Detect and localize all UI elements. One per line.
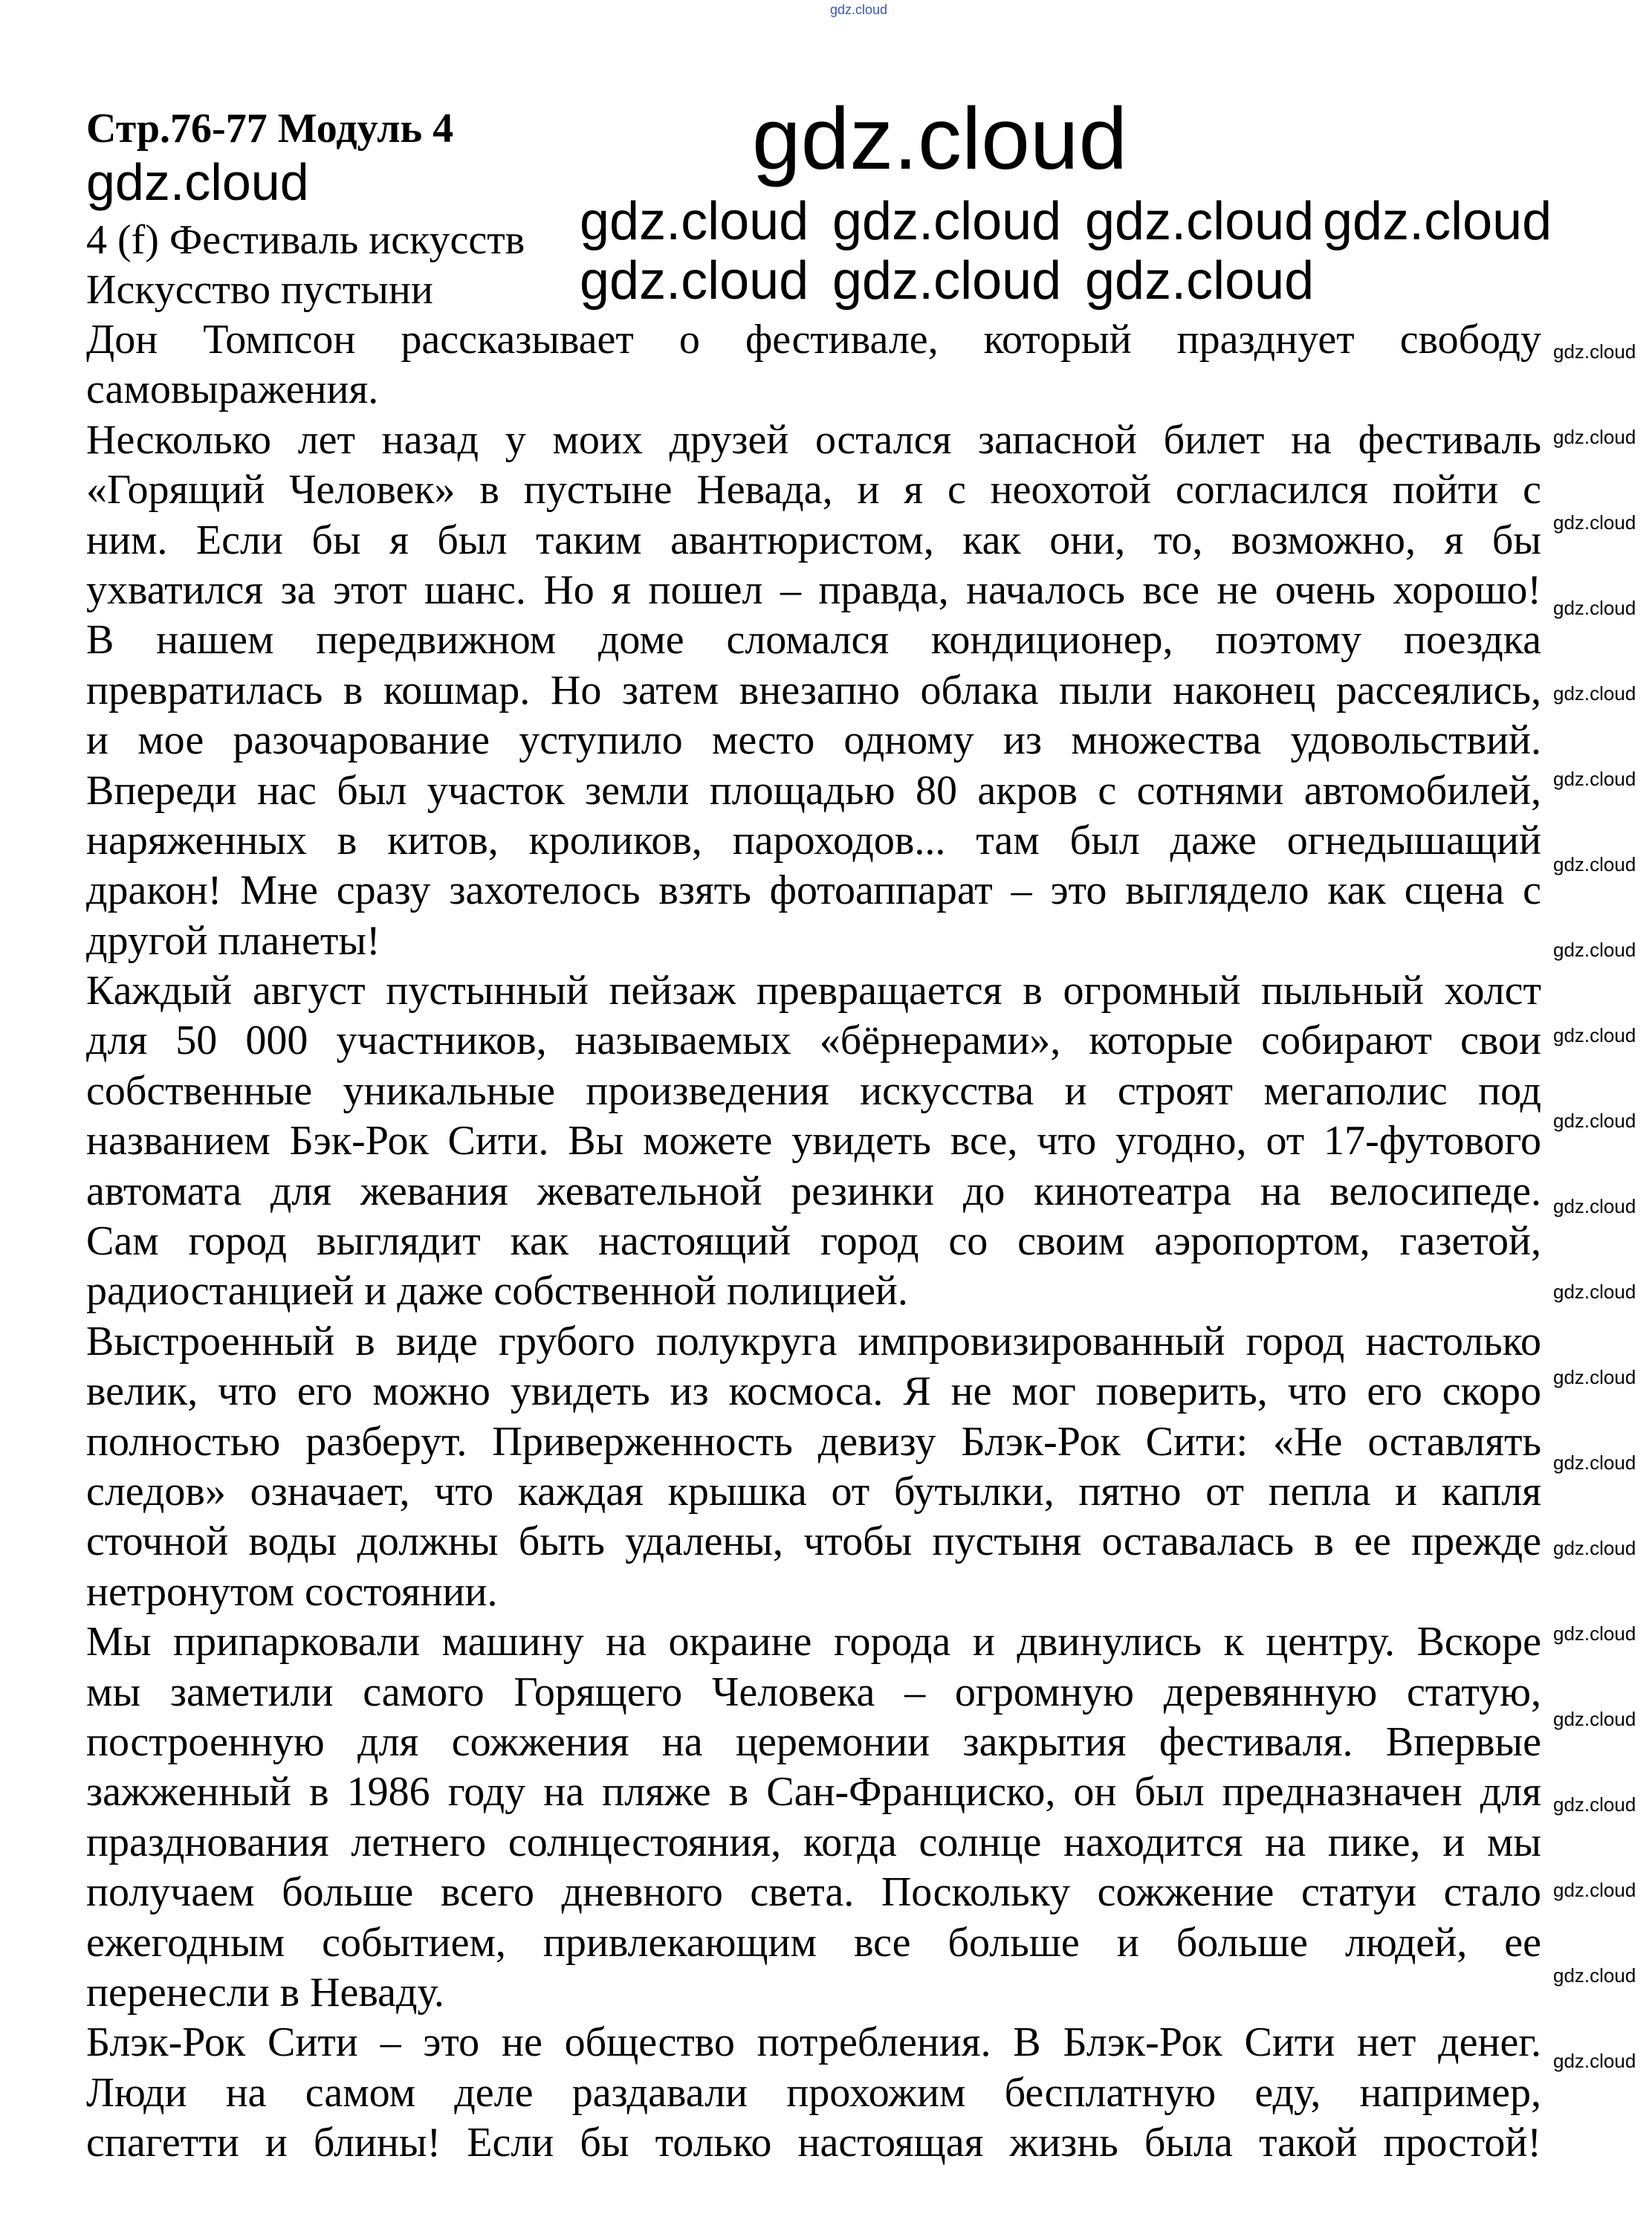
text-line: Выстроенный в виде грубого полукруга импровизированный город настолько: [86, 1318, 1541, 1365]
text-line: Каждый август пустынный пейзаж превращается в огромный пыльный холст: [86, 968, 1541, 1014]
watermark: gdz.cloud: [1553, 682, 1636, 705]
text-line: ежегодным событием, привлекающим все больше и больше людей, ее: [86, 1919, 1541, 1966]
watermark: gdz.cloud: [1553, 768, 1636, 790]
text-line: перенесли в Неваду.: [86, 1969, 444, 2016]
watermark: gdz.cloud: [1553, 1110, 1636, 1132]
text-line: В нашем передвижном доме сломался кондиционер, поэтому поездка: [86, 617, 1541, 664]
text-line: велик, что его можно увидеть из космоса. Я не мог поверить, что его скоро: [86, 1368, 1541, 1415]
text-line: построенную для сожжения на церемонии закрытия фестиваля. Впервые: [86, 1718, 1541, 1765]
text-line: мы заметили самого Горящего Человека – огромную деревянную статую,: [86, 1668, 1541, 1715]
watermark: gdz.cloud: [1553, 2050, 1636, 2072]
watermark: gdz.cloud: [752, 90, 1128, 188]
watermark: gdz.cloud: [1553, 1879, 1636, 1901]
text-line: самовыражения.: [86, 366, 379, 413]
text-line: Впереди нас был участок земли площадью 80 акров с сотнями автомобилей,: [86, 767, 1541, 814]
watermark: gdz.cloud: [1553, 426, 1636, 448]
watermark: gdz.cloud: [1553, 1281, 1636, 1303]
text-line: наряженных в китов, кроликов, пароходов... там был даже огнедышащий: [86, 817, 1541, 864]
text-line: Люди на самом деле раздавали прохожим бесплатную еду, например,: [86, 2069, 1541, 2116]
watermark: gdz.cloud: [1553, 597, 1636, 619]
text-line: собственные уникальные произведения искусства и строят мегаполис под: [86, 1067, 1541, 1114]
text-line: другой планеты!: [86, 917, 380, 964]
article-title: Искусство пустыни: [86, 267, 433, 313]
text-line: и мое разочарование уступило место одному из множества удовольствий.: [86, 717, 1541, 764]
text-line: Дон Томпсон рассказывает о фестивале, который празднует свободу: [86, 317, 1541, 363]
text-line: «Горящий Человек» в пустыне Невада, и я с неохотой согласился пойти с: [86, 467, 1541, 514]
watermark: gdz.cloud: [1553, 1964, 1636, 1987]
task-heading: 4 (f) Фестиваль искусств: [86, 217, 525, 263]
watermark: gdz.cloud: [1553, 511, 1636, 534]
watermark: gdz.cloud: [832, 251, 1062, 311]
watermark: gdz.cloud: [1553, 1195, 1636, 1217]
text-line: автомата для жевания жевательной резинки до кинотеатра на велосипеде.: [86, 1168, 1541, 1214]
brand-label: gdz.cloud: [86, 153, 309, 211]
watermark: gdz.cloud: [1085, 192, 1315, 251]
text-line: ухватился за этот шанс. Но я пошел – правда, началось все не очень хорошо!: [86, 566, 1541, 613]
watermark: gdz.cloud: [1553, 1793, 1636, 1816]
text-line: спагетти и блины! Если бы только настоящая жизнь была такой простой!: [86, 2120, 1541, 2166]
watermark: gdz.cloud: [1553, 1451, 1636, 1474]
watermark: gdz.cloud: [1553, 1537, 1636, 1559]
watermark: gdz.cloud: [1553, 1366, 1636, 1388]
text-line: Сам город выглядит как настоящий город со своим аэропортом, газетой,: [86, 1218, 1541, 1265]
watermark: gdz.cloud: [580, 192, 809, 251]
watermark: gdz.cloud: [1553, 1024, 1636, 1046]
text-line: радиостанцией и даже собственной полицией.: [86, 1268, 908, 1315]
watermark: gdz.cloud: [1553, 1708, 1636, 1730]
text-line: Блэк-Рок Сити – это не общество потребления. В Блэк-Рок Сити нет денег.: [86, 2019, 1541, 2066]
article-body: [86, 315, 1541, 2168]
text-line: зажженный в 1986 году на пляже в Сан-Франциско, он был предназначен для: [86, 1769, 1541, 1816]
text-line: полностью разберут. Приверженность девизу Блэк-Рок Сити: «Не оставлять: [86, 1418, 1541, 1465]
text-line: получаем больше всего дневного света. Поскольку сожжение статуи стало: [86, 1869, 1541, 1916]
watermark: gdz.cloud: [1323, 192, 1552, 251]
text-line: названием Бэк-Рок Сити. Вы можете увидеть все, что угодно, от 17-футового: [86, 1118, 1541, 1165]
watermark: gdz.cloud: [1553, 853, 1636, 875]
text-line: ним. Если бы я был таким авантюристом, как они, то, возможно, я бы: [86, 517, 1541, 563]
watermark: gdz.cloud: [1085, 251, 1315, 311]
text-line: нетронутом состоянии.: [86, 1568, 498, 1615]
watermark: gdz.cloud: [1553, 939, 1636, 961]
text-line: превратилась в кошмар. Но затем внезапно облака пыли наконец рассеялись,: [86, 667, 1541, 713]
watermark: gdz.cloud: [1553, 340, 1636, 363]
text-line: Несколько лет назад у моих друзей остался запасной билет на фестиваль: [86, 416, 1541, 463]
watermark: gdz.cloud: [832, 192, 1062, 251]
page-title: Стр.76-77 Модуль 4: [86, 106, 454, 152]
text-line: Мы припарковали машину на окраине города и двинулись к центру. Вскоре: [86, 1619, 1541, 1666]
text-line: для 50 000 участников, называемых «бёрнерами», которые собирают свои: [86, 1017, 1541, 1064]
watermark: gdz.cloud: [1553, 1622, 1636, 1645]
text-line: празднования летнего солнцестояния, когда солнце находится на пике, и мы: [86, 1819, 1541, 1865]
text-line: следов» означает, что каждая крышка от бутылки, пятно от пепла и капля: [86, 1468, 1541, 1515]
watermark: gdz.cloud: [580, 251, 809, 311]
text-line: дракон! Мне сразу захотелось взять фотоаппарат – это выглядело как сцена с: [86, 867, 1541, 914]
watermark: gdz.cloud: [830, 2, 888, 17]
text-line: сточной воды должны быть удалены, чтобы пустыня оставалась в ее прежде: [86, 1518, 1541, 1565]
